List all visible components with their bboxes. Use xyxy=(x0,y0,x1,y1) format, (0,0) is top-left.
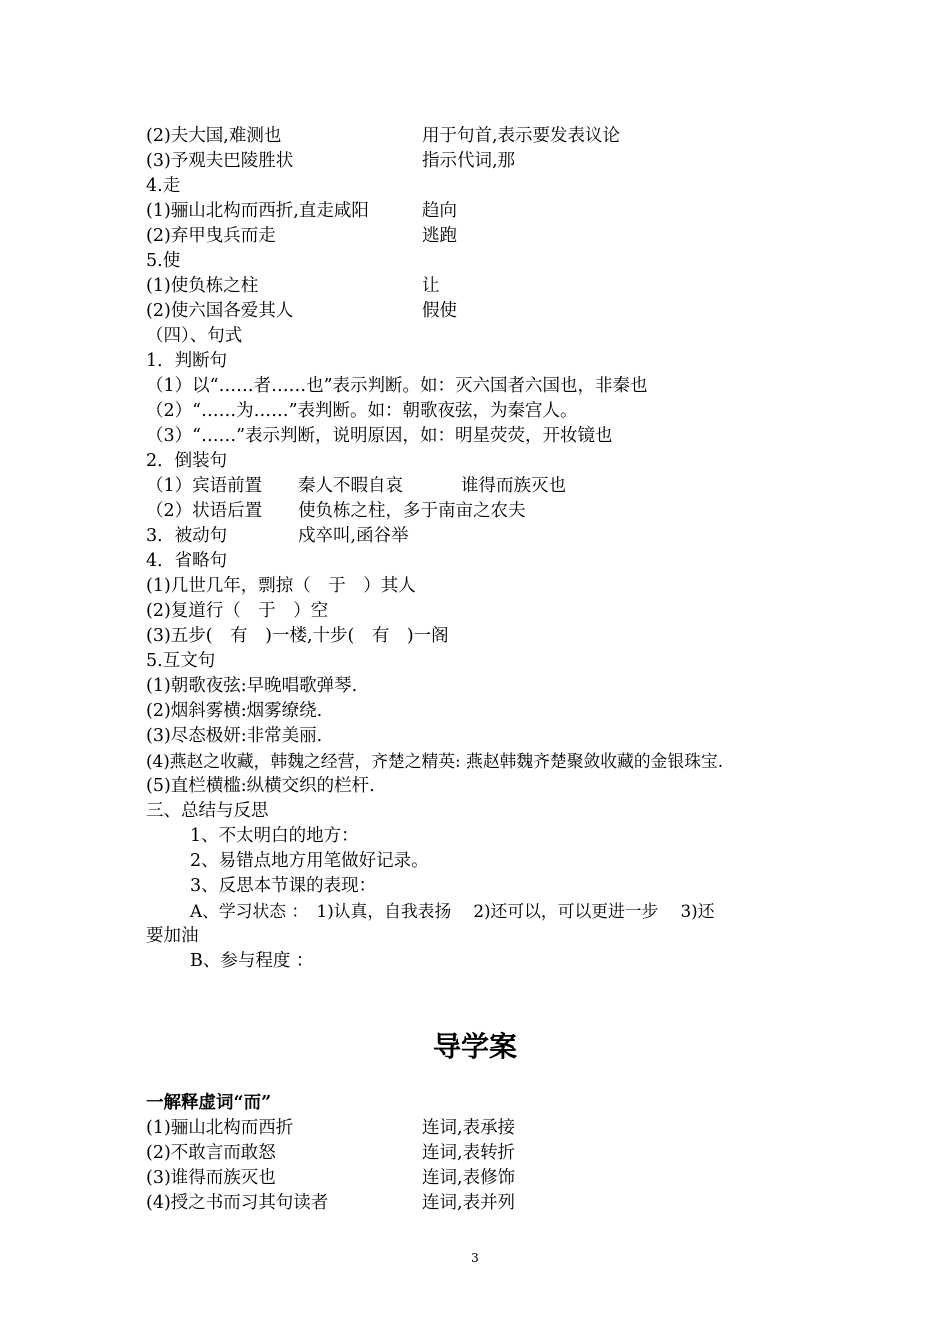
text-line: （2）状语后置 xyxy=(146,501,263,521)
text-line: 要加油 xyxy=(146,926,199,946)
subsection-heading: 3．被动句 xyxy=(146,526,228,546)
word-heading: 4.走 xyxy=(146,176,181,196)
example-line-right: 连词,表转折 xyxy=(422,1143,516,1163)
text-line: (2)烟斜雾横:烟雾缭绕. xyxy=(146,701,323,721)
text-line: (5)直栏横槛:纵横交织的栏杆. xyxy=(146,776,375,796)
example-line-left: (3)予观夫巴陵胜状 xyxy=(146,151,294,171)
text-line: （1）宾语前置 xyxy=(146,476,263,496)
subsection-heading: 4．省略句 xyxy=(146,551,228,571)
example-line-left: (1)骊山北构而西折 xyxy=(146,1118,294,1138)
example-line-left: (1)骊山北构而西折,直走咸阳 xyxy=(146,201,369,221)
example-line-right: 趋向 xyxy=(422,201,457,221)
text-line: （1）以“……者……也”表示判断。如：灭六国者六国也，非秦也 xyxy=(146,376,648,396)
text-line: 3、反思本节课的表现： xyxy=(190,876,377,896)
example-line-right: 连词,表承接 xyxy=(422,1118,516,1138)
example-line-left: (1)使负栋之柱 xyxy=(146,276,259,296)
text-line: 1、不太明白的地方： xyxy=(190,826,359,846)
section-heading: 三、总结与反思 xyxy=(146,801,269,821)
example-line-right: 指示代词,那 xyxy=(422,151,516,171)
page-number: 3 xyxy=(471,1251,479,1265)
subsection-heading: 5.互文句 xyxy=(146,651,216,671)
section-heading: （四）、句式 xyxy=(146,326,243,346)
word-heading: 5.使 xyxy=(146,251,181,271)
text-line: B、参与程度 ： xyxy=(190,951,314,971)
text-line: 使负栋之柱，多于南亩之农夫 xyxy=(298,501,526,521)
example-line-left: (3)谁得而族灭也 xyxy=(146,1168,276,1188)
example-line-left: (2)不敢言而敢怒 xyxy=(146,1143,276,1163)
text-line: （2）“……为……”表判断。如：朝歌夜弦，为秦宫人。 xyxy=(146,401,578,421)
example-line-left: (2)使六国各爱其人 xyxy=(146,301,294,321)
example-line-right: 假使 xyxy=(422,301,457,321)
text-line: （3）“……”表示判断，说明原因，如：明星荧荧，开妆镜也 xyxy=(146,426,613,446)
text-line: (3)五步( 有 )一楼,十步( 有 )一阁 xyxy=(146,626,449,646)
example-line-right: 连词,表修饰 xyxy=(422,1168,516,1188)
text-line: 戍卒叫,函谷举 xyxy=(298,526,409,546)
text-line: 2、易错点地方用笔做好记录。 xyxy=(190,851,429,871)
example-line-right: 逃跑 xyxy=(422,226,457,246)
subsection-heading: 1．判断句 xyxy=(146,351,228,371)
section-heading: 一解释虚词“而” xyxy=(146,1093,272,1113)
example-line-left: (2)弃甲曳兵而走 xyxy=(146,226,276,246)
example-line-left: (2)夫大国,难测也 xyxy=(146,126,282,146)
example-line-right: 用于句首,表示要发表议论 xyxy=(422,126,621,146)
example-line-right: 让 xyxy=(422,276,440,296)
text-line: (2)复道行（ 于 ）空 xyxy=(146,601,329,621)
text-line: (1)朝歌夜弦:早晚唱歌弹琴. xyxy=(146,676,358,696)
text-line: (4)燕赵之收藏，韩魏之经营，齐楚之精英: 燕赵韩魏齐楚聚敛收藏的金银珠宝. xyxy=(146,751,724,771)
text-line: (3)尽态极妍:非常美丽. xyxy=(146,726,323,746)
text-line: (1)几世几年，剽掠（ 于 ）其人 xyxy=(146,576,416,596)
text-line: 谁得而族灭也 xyxy=(461,476,566,496)
text-line: A、学习状态 ： 1)认真，自我表扬 2)还可以，可以更进一步 3)还 xyxy=(190,901,715,921)
text-line: 秦人不暇自哀 xyxy=(298,476,403,496)
subsection-heading: 2．倒装句 xyxy=(146,451,228,471)
page-title: 导学案 xyxy=(432,1030,517,1063)
example-line-right: 连词,表并列 xyxy=(422,1193,516,1213)
example-line-left: (4)授之书而习其句读者 xyxy=(146,1193,329,1213)
